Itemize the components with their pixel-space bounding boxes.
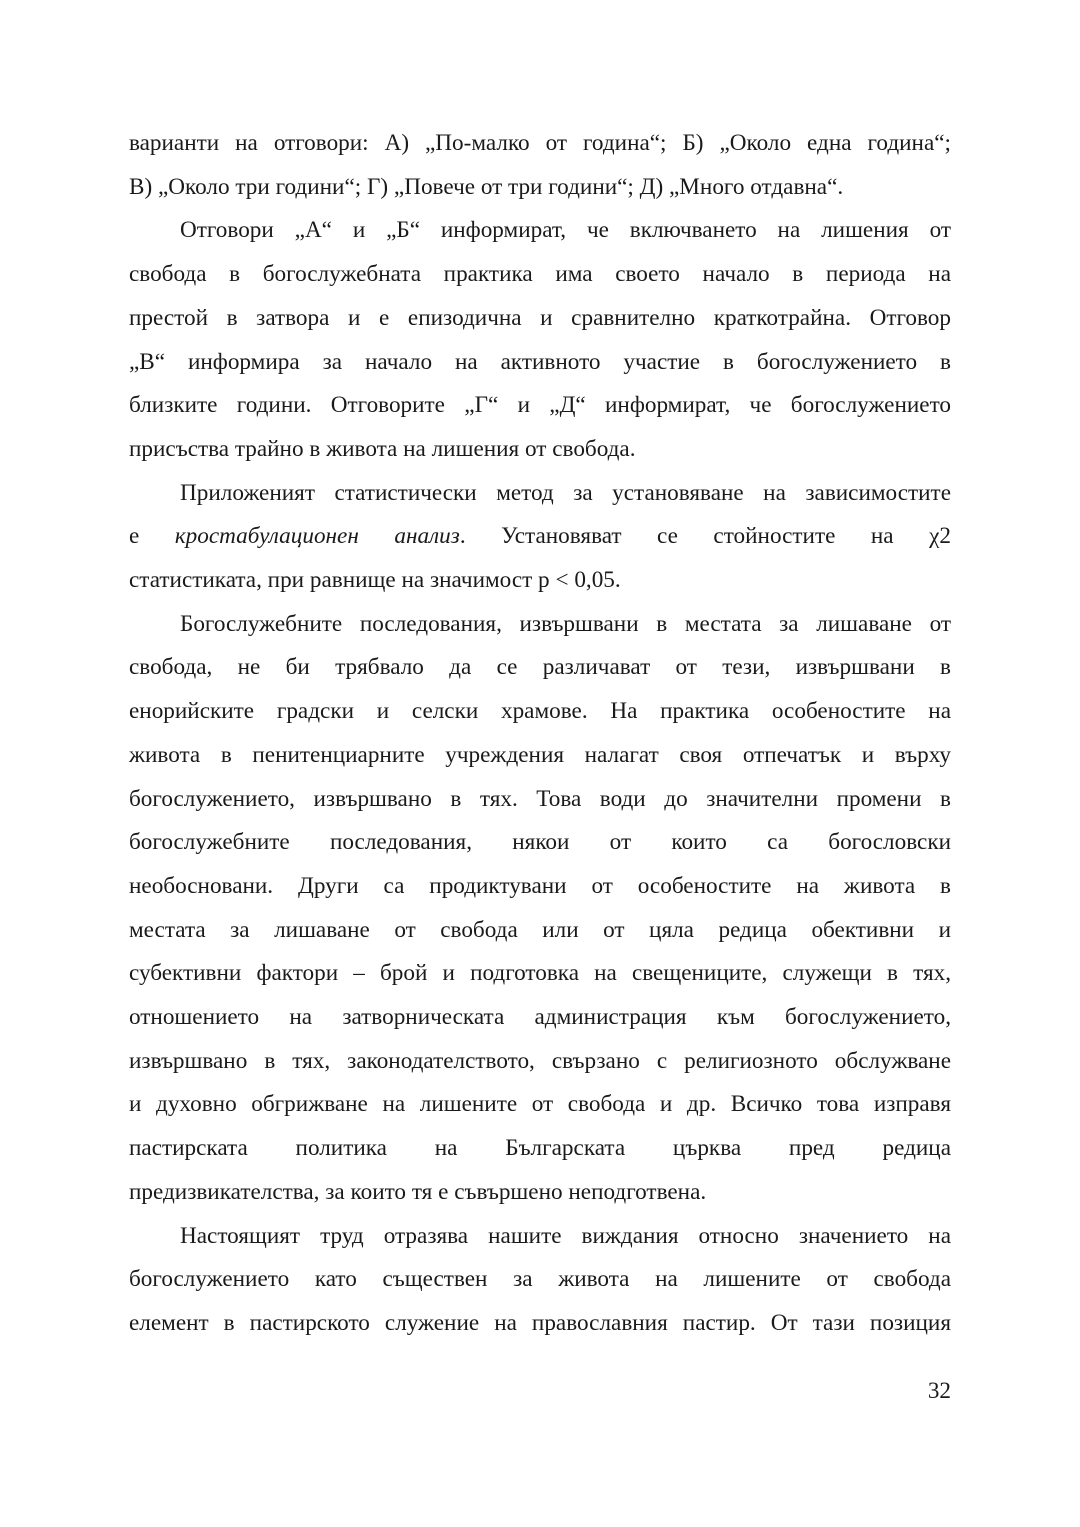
text-line: живота в пенитенциарните учреждения налагат своя отпечатък и върху: [129, 741, 951, 768]
paragraph: [129, 209, 951, 471]
page-number: 32: [927, 1378, 951, 1404]
text-line: престой в затвора и е епизодична и сравнително краткотрайна. Отговор: [129, 304, 951, 331]
text-line: В) „Около три години“; Г) „Повече от три години“; Д) „Много отдавна“.: [129, 173, 844, 200]
text-line: свобода в богослужебната практика има своето начало в периода на: [129, 261, 951, 288]
text-line: извършвано в тях, законодателството, свързано с религиозното обслужване: [129, 1047, 951, 1074]
text-line: варианти на отговори: А) „По-малко от година“; Б) „Около една година“;: [129, 130, 951, 156]
text-line: субективни фактори – брой и подготовка на свещениците, служещи в тях,: [129, 960, 951, 987]
text-line: богослужението като съществен за живота на лишените от свобода: [129, 1266, 951, 1293]
text-line: енорийските градски и селски храмове. На практика особеностите на: [129, 698, 951, 725]
paragraph: [129, 122, 951, 209]
text-line: свобода, не би трябвало да се различават от тези, извършвани в: [129, 654, 951, 681]
paragraph: [129, 603, 951, 1215]
text-line: Приложеният статистически метод за установяване на зависимостите: [180, 479, 951, 506]
text-line: „В“ информира за начало на активното участие в богослужението в: [129, 348, 951, 375]
text-line: присъства трайно в живота на лишения от свобода.: [129, 435, 636, 462]
text-line: богослужебните последования, някои от които са богословски: [129, 829, 951, 856]
text-line: местата за лишаване от свобода или от цяла редица обективни и: [129, 916, 951, 943]
text-line: предизвикателства, за които тя е съвършено неподготвена.: [129, 1178, 707, 1205]
body-text: [129, 122, 951, 1346]
text-line: елемент в пастирското служение на православния пастир. От тази позиция: [129, 1309, 951, 1336]
text-line: е кростабулационен анализ. Установяват се стойностите на χ2: [129, 523, 951, 550]
text-line: и духовно обгрижване на лишените от свобода и др. Всичко това изправя: [129, 1091, 951, 1118]
text-line: отношението на затворническата администрация към богослужението,: [129, 1004, 951, 1031]
text-line: Отговори „А“ и „Б“ информират, че включването на лишения от: [180, 217, 951, 244]
text-line: статистиката, при равнище на значимост p < 0,05.: [129, 567, 621, 594]
text-line: Настоящият труд отразява нашите виждания относно значението на: [180, 1222, 951, 1249]
text-line: богослужението, извършвано в тях. Това води до значителни промени в: [129, 785, 951, 812]
text-line: пастирската политика на Българската църква пред редица: [129, 1135, 951, 1162]
text-line: близките години. Отговорите „Г“ и „Д“ информират, че богослужението: [129, 392, 951, 419]
text-line: Богослужебните последования, извършвани в местата за лишаване от: [180, 610, 951, 637]
paragraph: [129, 1215, 951, 1346]
text-line: необосновани. Други са продиктувани от особеностите на живота в: [129, 872, 951, 899]
paragraph: [129, 472, 951, 603]
